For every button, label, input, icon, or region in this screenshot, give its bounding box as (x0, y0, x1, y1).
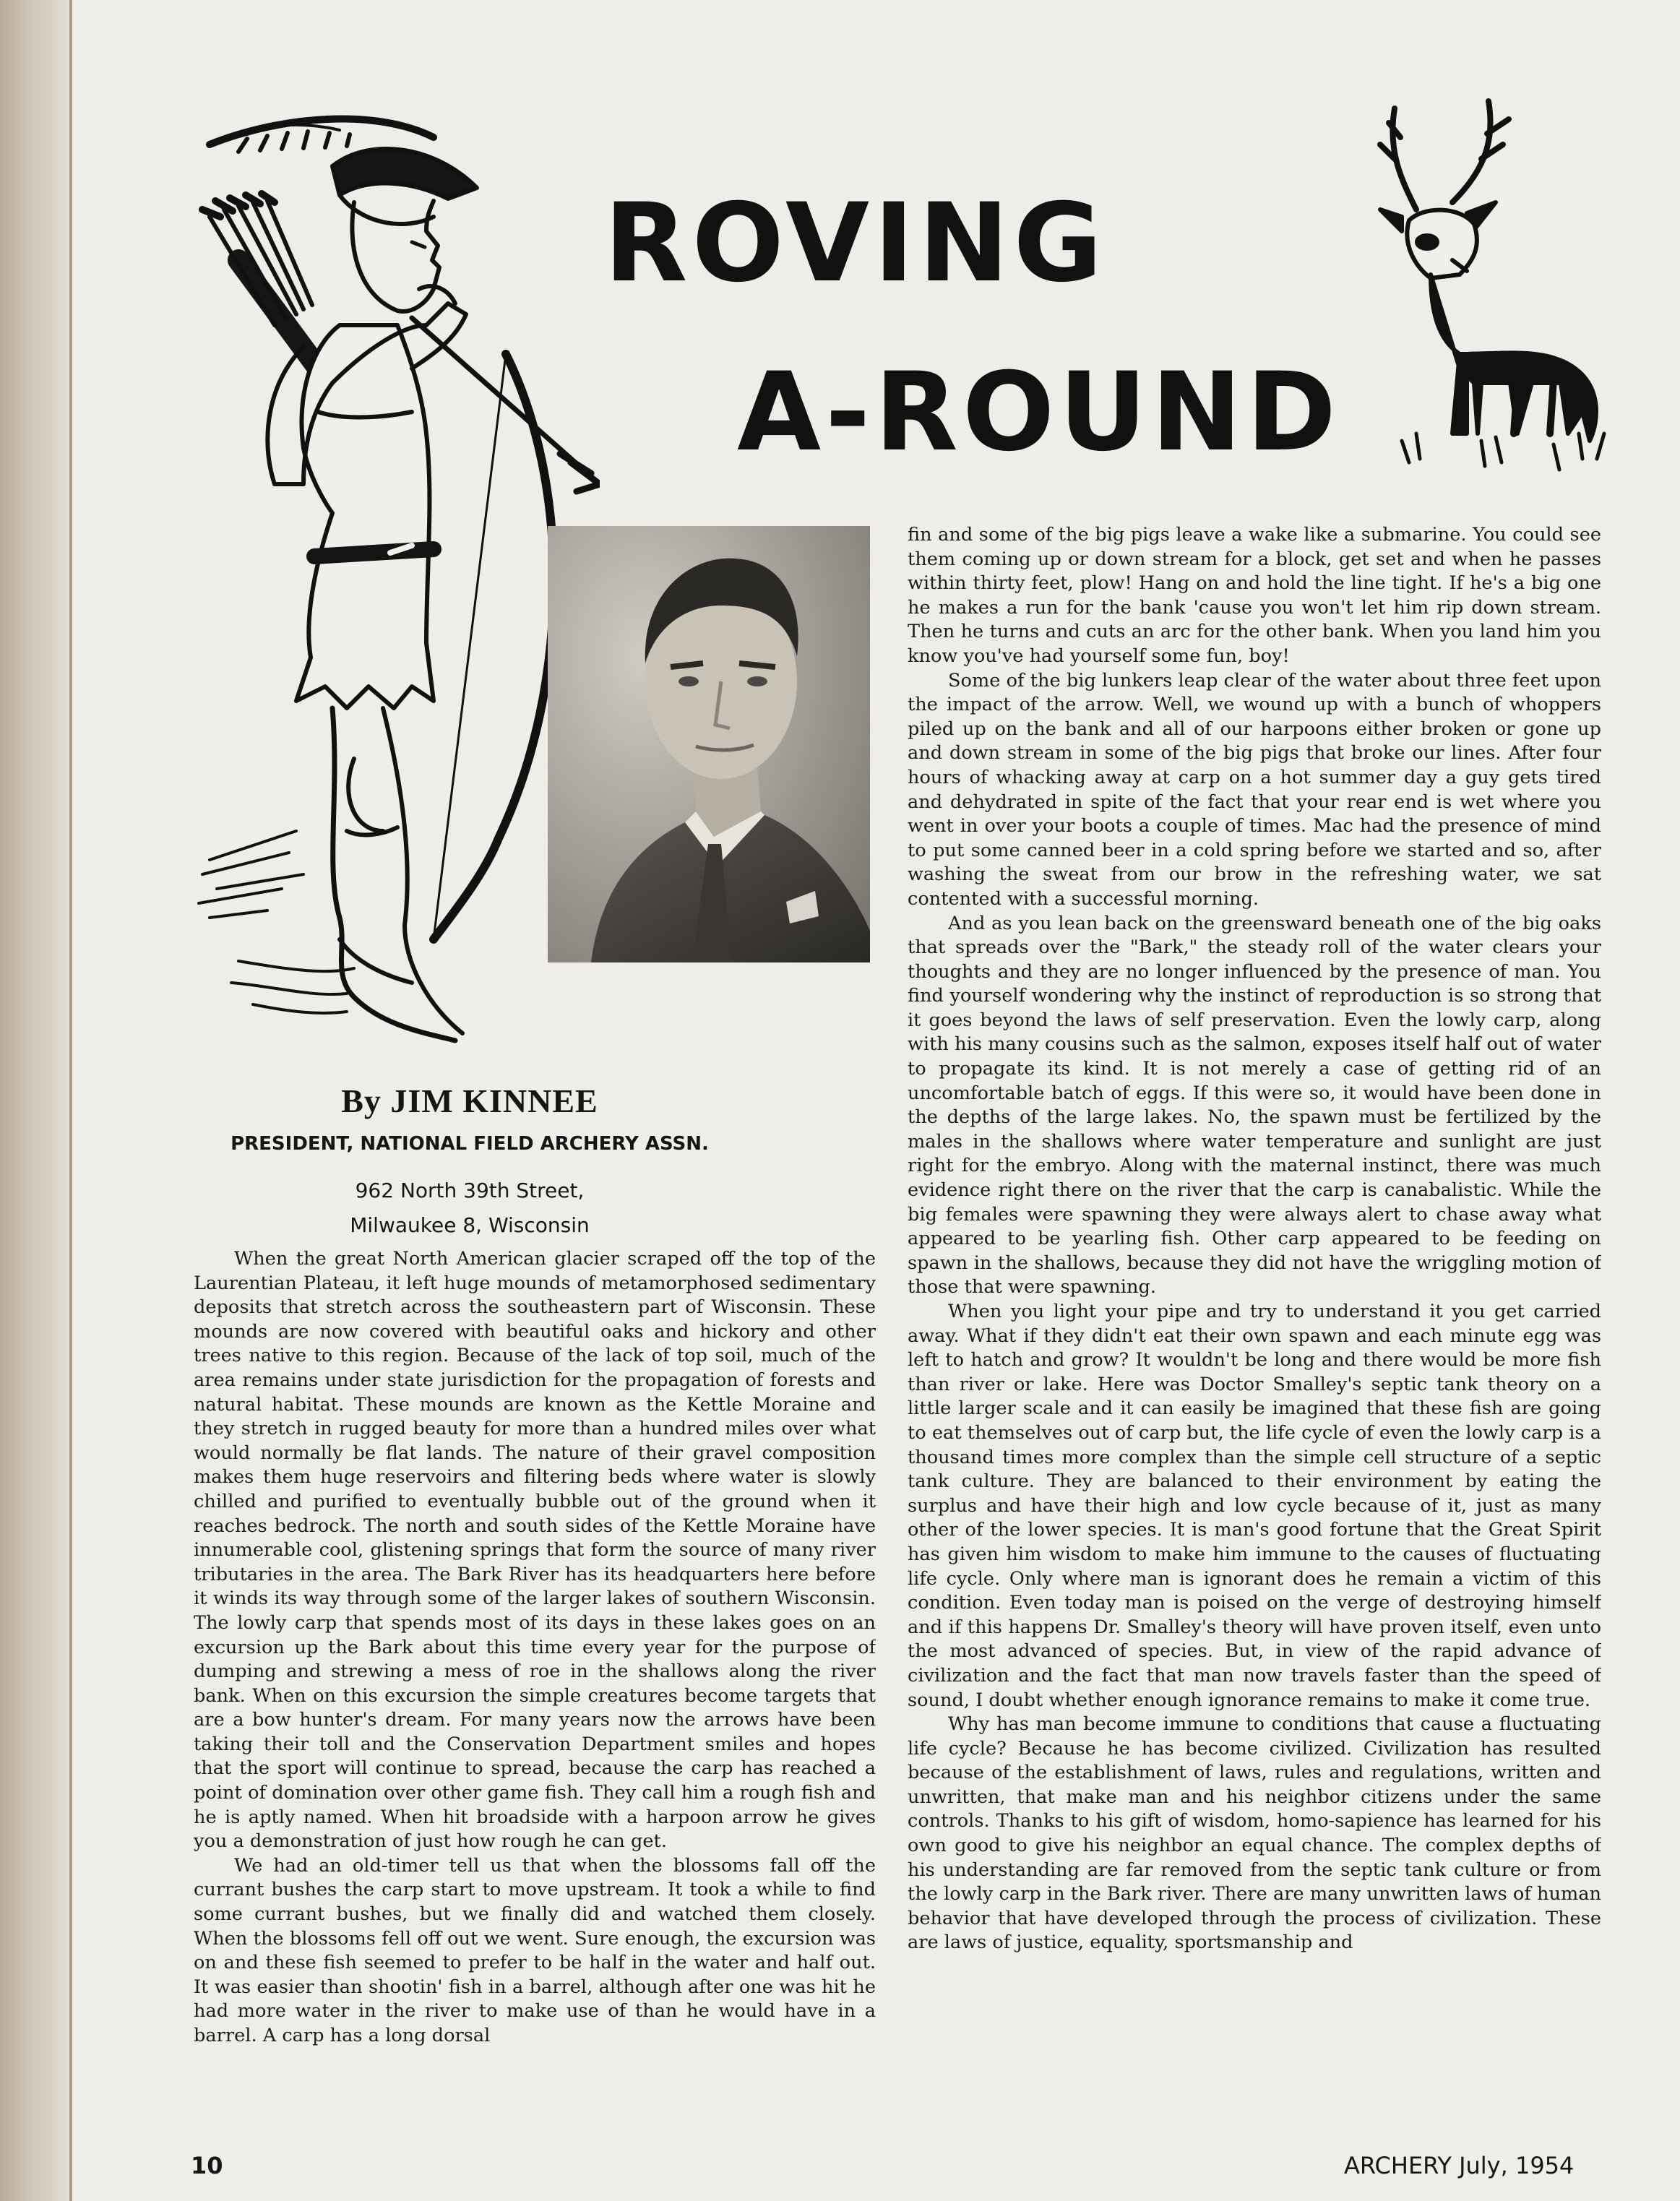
gutter-fold-line (69, 0, 72, 2201)
archer-illustration (195, 108, 600, 1048)
page-number: 10 (191, 2152, 223, 2179)
article-column-right (908, 523, 1601, 2171)
author-address (181, 1173, 759, 1243)
article-paragraph: Some of the big lunkers leap clear of the water about three feet upon the impact of the arrow. Well, we wound up with a bunch of whoppers piled up on the bank and all of our harpoons either broken or gone up and down stream in some of the big pigs that broke our lines. After four hours of whacking away at carp on a hot summer day a guy gets tired and dehydrated in spite of the fact that your rear end is wet where you went in over your boots a couple of times. Mac had the presence of mind to put some canned beer in a cold spring before we started and so, after washing the sweat from our brow in the refreshing water, we sat contented with a successful morning. (908, 669, 1601, 910)
article-column-left (194, 1247, 876, 2171)
article-paragraph: We had an old-timer tell us that when the blossoms fall off the currant bushes the carp start to move upstream. It took a while to find some currant bushes, but we finally did and watched them closely. When the blossoms fell off out we went. Sure enough, the excursion was on and these fish seemed to prefer to be half in the water and half out. It was easier than shootin' fish in a barrel, although after one was hit he had more water in the river to make use of than he would have in a barrel. A carp has a long dorsal (194, 1854, 876, 2046)
article-paragraph: fin and some of the big pigs leave a wake like a submarine. You could see them coming up or down stream for a block, get set and when he passes within thirty feet, plow! Hang on and hold the line tight. If he's a big one he makes a run for the bank 'cause you won't let him rip down stream. Then he turns and cuts an arc for the other bank. When you land him you know you've had yourself some fun, boy! (908, 524, 1601, 667)
running-footer: ARCHERY July, 1954 (1344, 2152, 1575, 2179)
author-portrait-photo (548, 526, 870, 962)
page-gutter (0, 0, 72, 2201)
deer-illustration (1373, 94, 1619, 477)
address-line-1: 962 North 39th Street, (355, 1179, 585, 1202)
article-paragraph: When the great North American glacier scraped off the top of the Laurentian Plateau, it left huge mounds of metamorphosed sedimentary deposits that stretch across the southeastern part of Wisconsin. These mounds are now covered with beautiful oaks and hickory and other trees native to this region. Because of the lack of top soil, much of the area remains under state jurisdiction for the propagation of forests and natural habitat. These mounds are known as the Kettle Moraine and they stretch in rugged beauty for more than a hundred miles over what would normally be flat lands. The nature of their gravel composition makes them huge reservoirs and filtering beds where water is slowly chilled and purified to eventually bubble out of the ground when it reaches bedrock. The north and south sides of the Kettle Moraine have innumerable cool, glistening springs that form the source of many river tributaries in the area. The Bark River has its headquarters here before it winds its way through some of the larger lakes of southern Wisconsin. The lowly carp that spends most of its days in these lakes goes on an excursion up the Bark about this time every year for the purpose of dumping and strewing a mess of roe in the shallows along the river bank. When on this excursion the simple creatures become targets that are a bow hunter's dream. For many years now the arrows have been taking their toll and the Conservation Department smiles and hopes that the sport will continue to spread, because the carp has reached a point of domination over other game fish. They call him a rough fish and he is aptly named. When hit broadside with a harpoon arrow he gives you a demonstration of just how rough he can get. (194, 1248, 876, 1853)
article-paragraph: When you light your pipe and try to understand it you get carried away. What if they didn't eat their own spawn and each minute egg was left to hatch and grow? It wouldn't be long and there would be more fish than river or lake. Here was Doctor Smalley's septic tank theory on a little larger scale and it can easily be imagined that these fish are going to eat themselves out of carp but, the life cycle of even the lowly carp is a thousand times more complex than the simple cell structure of a septic tank culture. They are balanced to their environment by eating the surplus and have their high and low cycle because of it, just as many other of the lower species. It is man's good fortune that the Great Spirit has given him wisdom to make him immune to the causes of fluctuating life cycle. Only where man is ignorant does he remain a victim of this condition. Even today man is poised on the verge of destroying himself and if this happens Dr. Smalley's theory will have proven itself, even unto the most advanced of species. But, in view of the rapid advance of civilization and the fact that man now travels faster than the speed of sound, I doubt whether enough ignorance remains to make it come true. (908, 1301, 1601, 1711)
article-paragraph: Why has man become immune to conditions that cause a fluctuating life cycle? Because he has become civilized. Civilization has resulted because of the establishment of laws, rules and regulations, written and unwritten, that make man and his neighbor citizens under the same controls. Thanks to his gift of wisdom, homo-sapience has learned for his own good to give his neighbor an equal chance. The complex depths of his understanding are far removed from the septic tank culture or from the lowly carp in the Bark river. There are many unwritten laws of human behavior that have developed through the process of civilization. These are laws of justice, equality, sportsmanship and (908, 1713, 1601, 1954)
headline-line-2: A-ROUND (737, 350, 1341, 475)
address-line-2: Milwaukee 8, Wisconsin (350, 1213, 590, 1237)
byline: By JIM KINNEE (341, 1082, 598, 1119)
headline-line-1: ROVING (604, 181, 1107, 306)
article-paragraph: And as you lean back on the greensward beneath one of the big oaks that spreads over the "Bark," the steady roll of the water clears your thoughts and they are no longer influenced by the presence of man. You find yourself wondering why the instinct of reproduction is so strong that it goes beyond the laws of self preservation. Even the lowly carp, along with his many cousins such as the salmon, exposes itself half out of water to propagate its kind. It is not merely a case of getting rid of an uncomfortable batch of eggs. If this were so, it would have been done in the depths of the large lakes. No, the spawn must be fertilized by the males in the shallows where water temperature and sunlight are just right for the embryo. Along with the maternal instinct, there was much evidence right there on the river that the carp is canabalistic. While the big females were spawning they were always alert to chase away what appeared to be yearling fish. Other carp appeared to be feeding on spawn in the shallows, because they did not have the wriggling motion of those that were spawning. (908, 912, 1601, 1298)
author-title: PRESIDENT, NATIONAL FIELD ARCHERY ASSN. (231, 1133, 709, 1155)
